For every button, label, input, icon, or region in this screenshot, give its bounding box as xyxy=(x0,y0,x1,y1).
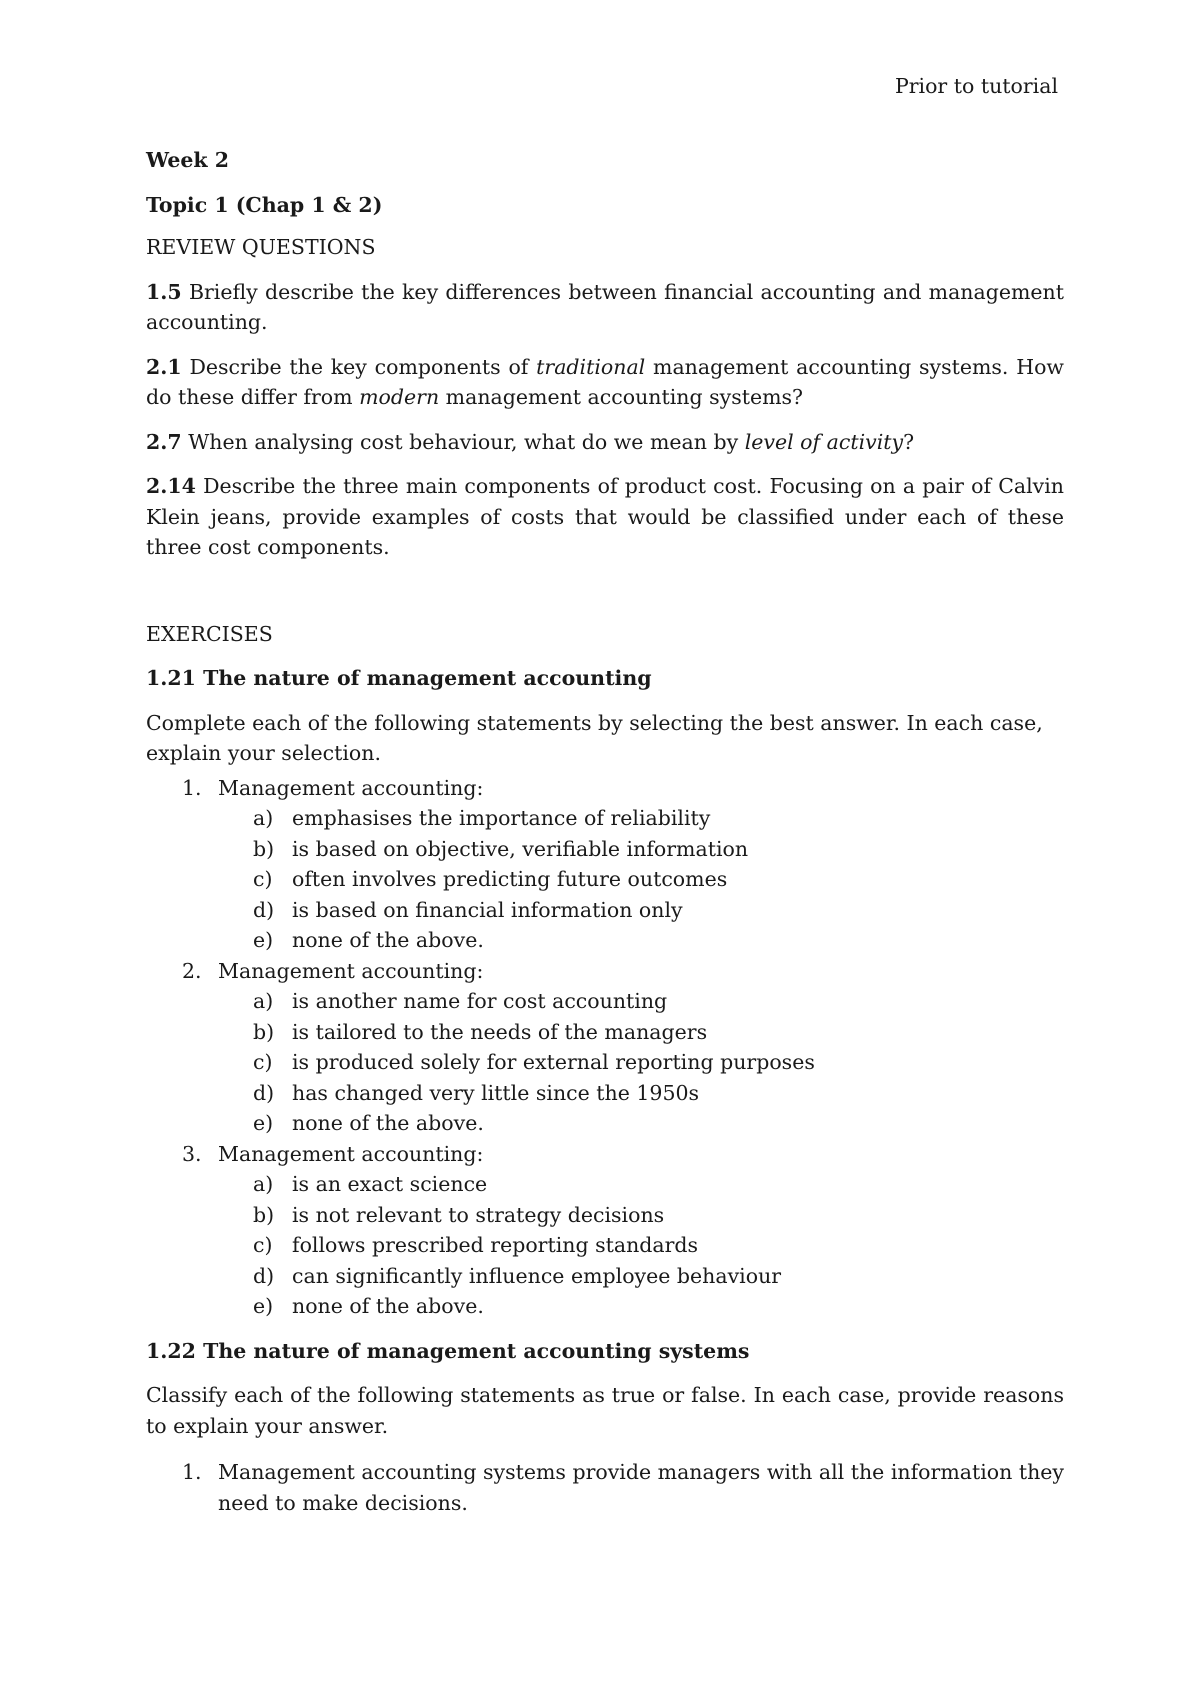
option-letter: d) xyxy=(253,1080,275,1105)
review-question-2-7 xyxy=(146,427,1064,458)
topic-label: Topic 1 (Chap 1 & 2) xyxy=(146,192,383,217)
emphasis-modern: modern xyxy=(359,385,440,409)
exercises-heading: EXERCISES xyxy=(146,621,273,646)
exercise-1-21-question-list xyxy=(146,773,1064,1322)
option-text: is an exact science xyxy=(292,1172,488,1196)
option-item xyxy=(146,834,1064,865)
question-text: Briefly describe the key differences between financial accounting and management accounting. xyxy=(146,279,1064,334)
option-list xyxy=(146,1169,1064,1322)
option-item xyxy=(146,864,1064,895)
exercise-1-21-title: 1.21 The nature of management accounting xyxy=(146,666,652,690)
option-letter: a) xyxy=(253,989,274,1013)
option-letter: b) xyxy=(253,1202,275,1227)
option-letter: e) xyxy=(253,928,274,952)
review-question-2-14 xyxy=(146,471,1064,563)
option-letter: a) xyxy=(253,806,274,830)
exercise-1-22-instructions: Classify each of the following statements as true or false. In each case, provide reasons to explain your answer. xyxy=(146,1383,1064,1438)
option-text: follows prescribed reporting standards xyxy=(292,1233,699,1257)
option-letter: d) xyxy=(253,1263,275,1288)
question-item xyxy=(146,1139,1064,1322)
question-number: 2.7 xyxy=(146,429,182,454)
option-text: can significantly influence employee behaviour xyxy=(292,1263,782,1288)
question-text: Describe the key components of xyxy=(181,354,537,379)
option-letter: a) xyxy=(253,1172,274,1196)
option-letter: c) xyxy=(253,1050,273,1074)
option-text: often involves predicting future outcomes xyxy=(292,867,728,891)
option-text: is produced solely for external reporting purposes xyxy=(292,1050,815,1074)
question-text: management accounting systems? xyxy=(439,385,804,409)
option-item xyxy=(146,925,1064,956)
week-label: Week 2 xyxy=(146,148,230,172)
question-item xyxy=(146,956,1064,1139)
option-item xyxy=(146,1261,1064,1292)
option-item xyxy=(146,1230,1064,1261)
question-stem: Management accounting: xyxy=(218,1141,484,1166)
option-text: none of the above. xyxy=(292,1111,484,1135)
emphasis-traditional: traditional xyxy=(536,354,646,379)
question-number: 1.5 xyxy=(146,279,182,304)
option-item xyxy=(146,1047,1064,1078)
question-item xyxy=(146,773,1064,956)
review-question-1-5 xyxy=(146,277,1064,338)
statement-text: Management accounting systems provide managers with all the information they need to make decisions. xyxy=(218,1460,1064,1515)
option-text: has changed very little since the 1950s xyxy=(292,1080,700,1105)
option-item xyxy=(146,1108,1064,1139)
question-text: management accounting systems. How do these differ from xyxy=(146,354,1064,409)
option-text: is not relevant to strategy decisions xyxy=(292,1202,665,1227)
option-letter: b) xyxy=(253,1019,275,1044)
option-item xyxy=(146,1169,1064,1200)
exercise-1-22-title: 1.22 The nature of management accounting systems xyxy=(146,1338,750,1363)
option-item xyxy=(146,1291,1064,1322)
question-number: 2.1 xyxy=(146,354,182,379)
option-text: is another name for cost accounting xyxy=(292,989,668,1013)
option-text: is tailored to the needs of the managers xyxy=(292,1019,708,1044)
question-number: 2. xyxy=(182,958,202,983)
running-header: Prior to tutorial xyxy=(894,74,1058,98)
option-item xyxy=(146,1078,1064,1109)
option-letter: c) xyxy=(253,1233,273,1257)
option-text: none of the above. xyxy=(292,928,484,952)
question-number: 3. xyxy=(182,1141,202,1166)
option-text: is based on financial information only xyxy=(292,897,683,922)
option-letter: b) xyxy=(253,836,275,861)
option-item xyxy=(146,1200,1064,1231)
question-stem: Management accounting: xyxy=(218,958,484,983)
question-text: Describe the three main components of product cost. Focusing on a pair of Calvin Klein jeans, provide examples of costs that would be classified under each of these three cost components. xyxy=(146,474,1064,559)
option-text: is based on objective, verifiable information xyxy=(292,836,749,861)
option-text: none of the above. xyxy=(292,1294,484,1318)
question-number: 1. xyxy=(182,775,202,800)
question-text: When analysing cost behaviour, what do we mean by xyxy=(181,429,745,454)
option-letter: e) xyxy=(253,1111,274,1135)
question-number: 2.14 xyxy=(146,474,196,498)
option-item xyxy=(146,895,1064,926)
document-body xyxy=(146,145,1064,1518)
exercise-1-21-instructions: Complete each of the following statements by selecting the best answer. In each case, explain your selection. xyxy=(146,710,1043,765)
option-letter: c) xyxy=(253,867,273,891)
option-list xyxy=(146,986,1064,1139)
exercise-1-22-statement-list xyxy=(146,1457,1064,1518)
review-heading: REVIEW QUESTIONS xyxy=(146,235,376,259)
option-letter: d) xyxy=(253,897,275,922)
option-item xyxy=(146,986,1064,1017)
option-text: emphasises the importance of reliability xyxy=(292,806,711,830)
option-item xyxy=(146,1017,1064,1048)
statement-number: 1. xyxy=(182,1460,202,1484)
option-list xyxy=(146,803,1064,956)
question-text: ? xyxy=(903,429,915,454)
option-item xyxy=(146,803,1064,834)
statement-item xyxy=(146,1457,1064,1518)
option-letter: e) xyxy=(253,1294,274,1318)
emphasis-level-of-activity: level of activity xyxy=(744,429,904,454)
review-question-2-1 xyxy=(146,352,1064,413)
question-stem: Management accounting: xyxy=(218,775,484,800)
